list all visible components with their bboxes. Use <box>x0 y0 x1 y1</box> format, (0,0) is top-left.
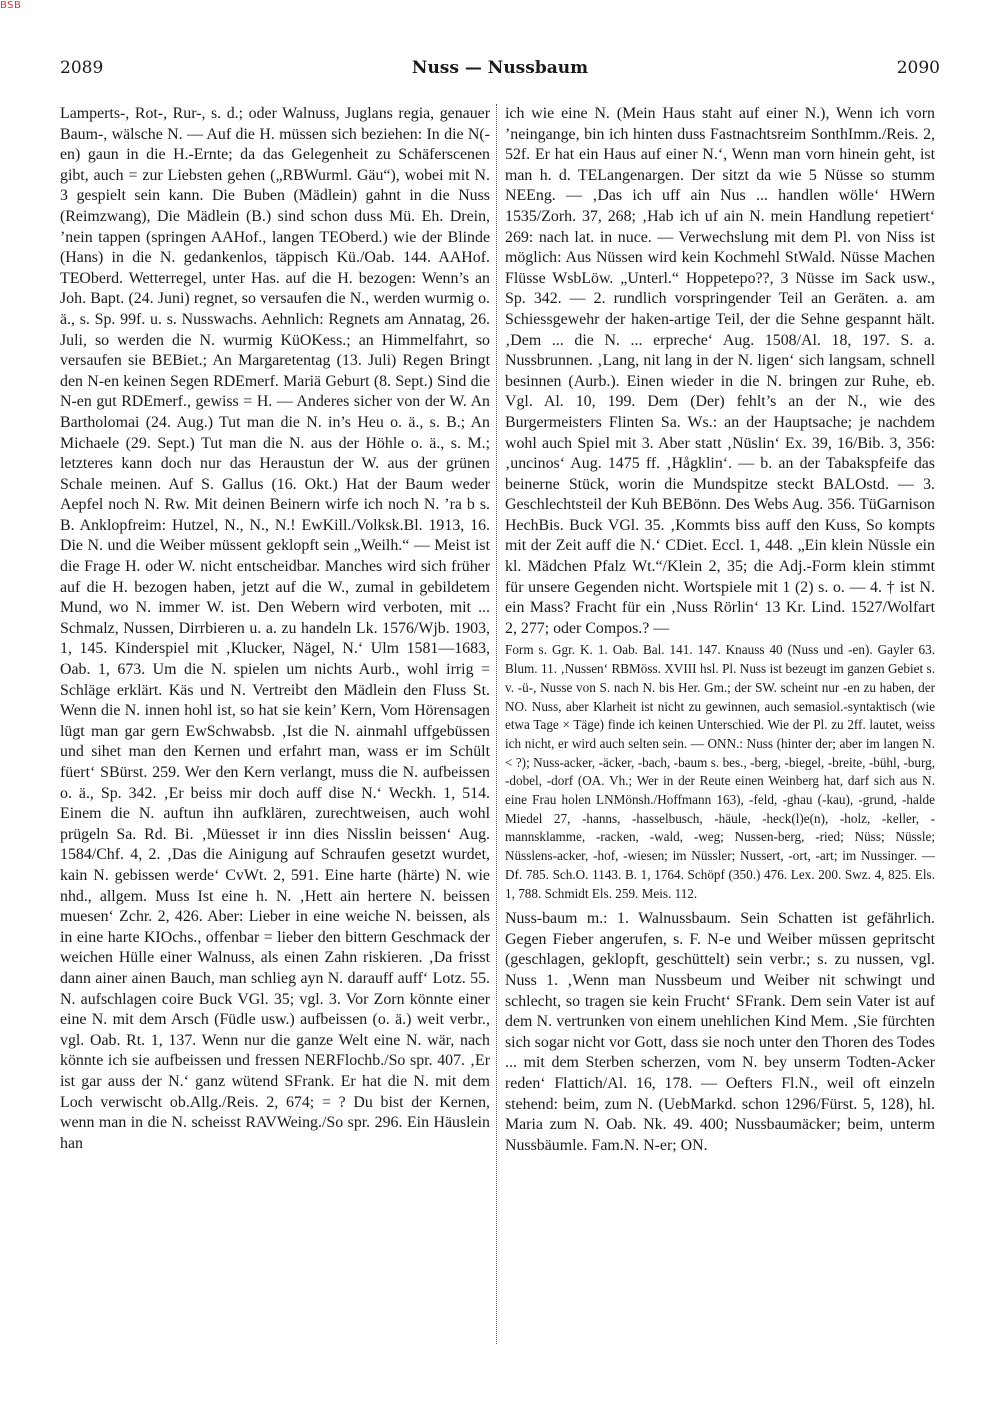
library-watermark: BSB <box>0 0 22 11</box>
nussbaum-entry: Nuss-baum m.: 1. Walnussbaum. Sein Schatten ist gefährlich. Gegen Fieber angerufen, s. F. N-e und Weiber müssen gepritscht (geschlagen, geklopft, geschüttelt) sein verbr.; s. zu nussen, vgl. Nuss 1. ‚Wenn man Nussbeum und Weiber nit schwingt und schlecht, so tragen sie kein Frucht‘ SFrank. Dem sein Vater ist auf dem N. vertrunken von einem unehlichen Kind Mem. ‚Sie fürchten sich sogar nicht vor Gott, dass sie noch unter den Thoren des Todes ... mit dem Sterben scherzen, vom N. bey unserm Todten-Acker reden‘ Flattich/Al. 16, 178. — Oefters Fl.N., weil oft einzeln stehend: beim, zum N. (UebMarkd. schon 1296/Fürst. 5, 128), hl. Maria zum N. Oab. Nk. 49. 400; Nussbaumäcker; beim, unterm Nussbäumle. Fam.N. N-er; ON. <box>505 910 935 1154</box>
page-number-right: 2090 <box>896 58 940 78</box>
page-number-left: 2089 <box>60 58 104 78</box>
nuss-entry-continuation: ich wie eine N. (Mein Haus staht auf einer N.), Wenn ich vorn ’neingange, bin ich hinten duss Fastnachtsreim SonthImm./Reis. 2, 52f. Er hat ein Haus auf einer N.‘, Wenn man vorn hinein geht, ist man h. d. TELangenargen. Der sitzt da wie 5 Nüsse so stumm NEEng. — ‚Das ich uff ain Nus ... handlen wölle‘ HWern 1535/Zorh. 37, 268; ‚Hab ich uf ain N. mein Handlung repetiert‘ 269: nach lat. in nuce. — Verwechslung mit dem Pl. von Niss ist möglich: Aus Nüssen wird kein Kochmehl StWald. Nüsse Machen Flüsse WsbLöw. „Unterl.“ Hoppetepo??, 3 Nüsse im Sack usw., Sp. 342. — 2. rundlich vorspringender Teil an Geräten. a. am Schiessgewehr der haken-artige Teil, der die Sehne gespannt hält. ‚Dem ... die N. ... erpreche‘ Aug. 1508/Al. 18, 197. S. a. Nussbrunnen. ‚Lang, nit lang in der N. ligen‘ sich langsam, schnell besinnen (Aurb.). Einen wieder in die N. bringen zur Ruhe, eb. Vgl. Al. 10, 199. Dem (Der) fehlt’s an der N., wie des Burgermeisters Flinten Sa. Ws.: an der Hauptsache; je nachdem wohl auch Spiel mit 3. Aber statt ‚Nüslin‘ Ex. 39, 16/Bib. 3, 356: ‚uncinos‘ Aug. 1475 ff. ‚Hågklin‘. — b. an der Tabakspfeife das beinerne Stück, worin die Mundspitze steckt BALOstd. — 3. Geschlechtsteil der Kuh BEBönn. Des Webs Aug. 356. TüGarnison HechBis. Buck VGl. 35. ‚Kommts biss auff den Kuss, So kompts mit der Zeit auff die N.‘ CDiet. Eccl. 1, 448. „Ein klein Nüssle ein kl. Mädchen Pfalz Wt.“/Klein 2, 35; die Adj.-Form klein stimmt für unsere Gegenden nicht. Wortspiele mit 1 (2) s. o. — 4. † ist N. ein Mass? Fracht für ein ‚Nuss Rörlin‘ 13 Kr. Lind. 1527/Wolfart 2, 277; oder Compos.? — <box>505 105 935 637</box>
left-column <box>60 104 490 1344</box>
page-header <box>60 58 940 84</box>
running-title: Nuss — Nussbaum <box>411 58 589 78</box>
left-column-text: Lamperts-, Rot-, Rur-, s. d.; oder Walnuss, Juglans regia, genauer Baum-, wälsche N. — Auf die H. müssen sich beziehen: In die N(-en) gaun in die H.-Ernte; da das Gelegenheit zu Schäferscenen gibt, auch = zur Liebsten gehen („RBWurml. Gäu“), wobei mit N. 3 gespielt sein kann. Die Buben (Mädlein) gahnt in die Nuss (Reimzwang), Die Mädlein (B.) sind schon duss Mü. Eh. Drein, ’nein tappen (springen AAHof., langen TEOberd.) wie der Blinde (Hans) in die N. gedankenlos, täppisch Kü./Oab. 144. AAHof. TEOberd. Wetterregel, unter Has. auf die H. bezogen: Wenn’s an Joh. Bapt. (24. Juni) regnet, so versaufen die N., werden wurmig o. ä., s. Sp. 99f. u. s. Nusswachs. Aehnlich: Regnets am Annatag, 26. Juli, so werden die N. wurmig KüOKess.; an Himmelfahrt, so versaufen sie BEBiet.; An Margaretentag (13. Juli) Regen Bringt den N-en keinen Segen RDEmerf. Mariä Geburt (8. Sept.) Sind die N-en gut RDEmerf., gewiss = H. — Anderes sicher von der W. An Bartholomai (24. Aug.) Tut man die N. in’s Heu o. ä., s. B.; An Michaele (29. Sept.) Tut man die N. aus der Höhle o. ä., s. M.; letzteres kann doch nur das Heraustun der W. aus der grünen Schale meinen. Auf S. Gallus (16. Okt.) Hat der Baum weder Aepfel noch N. Rw. Mit deinen Beinern wirfe ich noch N. ’ra b s. B. Anklopfreim: Hutzel, N., N., N.! EwKill./Volksk.Bl. 1913, 16. Die N. und die Weiber müssent geklopft sein „Weilh.“ — Meist ist die Frage H. oder W. nicht entscheidbar. Manches wird sich früher auf die H. bezogen haben, jetzt auf die W., zumal in gebildetem Mund, wo N. immer W. ist. Den Webern wird verboten, mit ... Schmalz, Nussen, Dirrbieren u. a. zu handeln Lk. 1576/Wjb. 1903, 1, 145. Kinderspiel mit ‚Klucker, Nägel, N.‘ Ulm 1581—1683, Oab. 1, 673. Um die N. spielen um nichts Aurb., wohl irrig = Schläge erklärt. Käs und N. Vertreibt den Mädlein den Fluss St. Wenn die N. innen hohl ist, so hat sie kein’ Kern, Vom Hörensagen lügt man gar gern EwSchwabsb. ‚Ist die N. ainmahl uffgebüssen und sihet man den Kernen und erfahrt man, wass er im Schült füert‘ SBürst. 259. Wer den Kern verlangt, muss die N. aufbeissen o. ä., Sp. 342. ‚Er beiss mir doch auff dise N.‘ Weckh. 1, 514. Einem die N. auftun ihn aufklären, zurechtweisen, auch wohl prügeln Sa. Rd. Bi. ‚Müesset ir inn dies Nisslin beissen‘ Aug. 1584/Chf. 4, 2. ‚Das die Ainigung auf Schraufen gesetzt wurdet, kain N. gebissen werde‘ CvWt. 2, 591. Eine harte (härte) N. wie nhd., allgem. Muss Ist eine h. N. ‚Hett ain hertere N. beissen muesen‘ Zchr. 2, 426. Aber: Lieber in eine weiche N. beissen, als in eine harte KIOchs., offenbar = lieber den bittern Geschmack der weichen Hülle einer Walnuss, als einen Zahn riskieren. ‚Da frisst dann ainer ainen Bauch, man schlieg ayn N. darauff auff‘ Lotz. 55. N. aufschlagen coire Buck VGl. 35; vgl. 3. Vor Zorn könnte einer eine N. mit dem Arsch (Füdle usw.) aufbeissen (o. ä.) weit verbr., vgl. Oab. Rt. 1, 137. Wenn nur die ganze Welt eine N. wär, nach könnte ich sie aufbeissen und fressen NERFlochb./So spr. 407. ‚Er ist gar auss der N.‘ ganz wütend SFrank. Er hat die N. mit dem Loch verwischt ob.Allg./Reis. 2, 674; = ? Du bist der Kernen, wenn man in die N. scheisst RAVWeing./So spr. 296. Ein Häuslein han <box>60 105 490 1152</box>
nuss-entry-notes: Form s. Ggr. K. 1. Oab. Bal. 141. 147. Knauss 40 (Nuss und -en). Gayler 63. Blum. 11. ‚Nussen‘ RBMöss. XVIII hsl. Pl. Nuss ist bezeugt im ganzen Gebiet s. v. -ü-, Nusse von S. nach N. bis Her. Gm.; der SW. scheint nur -en zu haben, der NO. Nuss, aber Klarheit ist nicht zu gewinnen, auch semasiol.-syntaktisch (wie etwa Tage × Täge) finde ich keinen Unterschied. Wie der Pl. zu 2ff. lautet, weiss ich nicht, er wird auch selten sein. — ONN.: Nuss (hinter der; aber im langen N. < ?); Nuss-acker, -äcker, -bach, -baum s. bes., -berg, -biegel, -breite, -bühl, -burg, -dobel, -dorf (OA. Vh.; Wer in der Reute einen Weinberg hat, darf sich aus N. eine Frau holen LNMönsh./Hoffmann 163), -feld, -ghau (-kau), -grund, -halde Miedel 27, -hanns, -hasselbusch, -häule, -heck(l)e(n), -holz, -keller, -mannsklamme, -racken, -wald, -weg; Nussen-berg, -ried; Nüss; Nüssle; Nüsslens-acker, -hof, -wiesen; im Nüssler; Nussert, -ort, -art; im Nussinger. — Df. 785. Sch.O. 1143. B. 1, 1764. Schöpf (350.) 476. Lex. 200. Swz. 4, 825. Els. 1, 788. Schmidt Els. 259. Meis. 112. <box>505 642 935 901</box>
right-column <box>505 104 935 1344</box>
column-divider <box>496 104 497 1344</box>
